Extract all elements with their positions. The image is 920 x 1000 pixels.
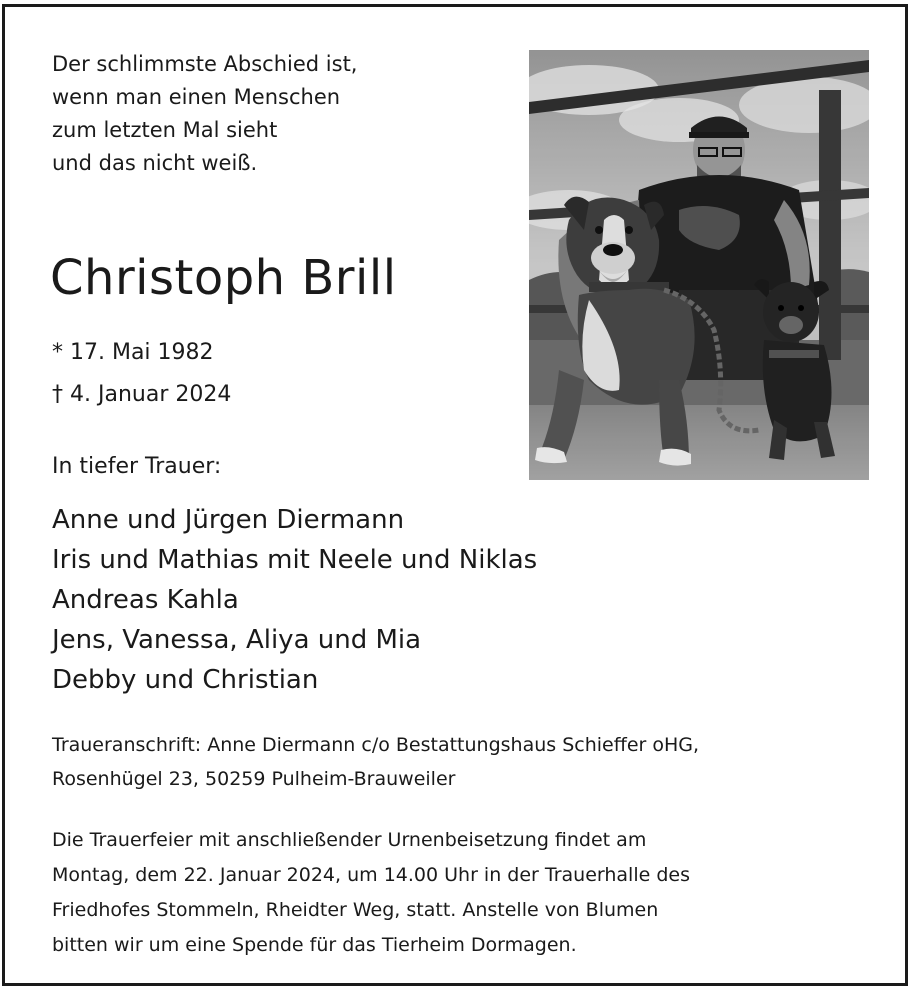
photo-illustration xyxy=(529,50,869,480)
address-line: Traueranschrift: Anne Diermann c/o Bestattungshaus Schieffer oHG, xyxy=(52,734,700,756)
quote-line: und das nicht weiß. xyxy=(52,151,258,175)
birth-date: * 17. Mai 1982 xyxy=(52,340,214,365)
deceased-name: Christoph Brill xyxy=(50,250,397,306)
ceremony-line: Die Trauerfeier mit anschließender Urnenbeisetzung findet am xyxy=(52,829,647,851)
quote-line: Der schlimmste Abschied ist, xyxy=(52,52,358,76)
family-member: Debby und Christian xyxy=(52,665,319,695)
quote-line: wenn man einen Menschen xyxy=(52,85,341,109)
family-member: Iris und Mathias mit Neele und Niklas xyxy=(52,545,538,575)
mourning-label: In tiefer Trauer: xyxy=(52,454,222,479)
family-list xyxy=(52,500,537,700)
family-member: Jens, Vanessa, Aliya und Mia xyxy=(52,625,422,655)
ceremony-line: Friedhofes Stommeln, Rheidter Weg, statt. Anstelle von Blumen xyxy=(52,899,659,921)
family-member: Anne und Jürgen Diermann xyxy=(52,505,405,535)
death-date: † 4. Januar 2024 xyxy=(52,382,232,407)
quote-line: zum letzten Mal sieht xyxy=(52,118,278,142)
ceremony-notice xyxy=(52,823,690,963)
life-dates xyxy=(52,332,231,416)
quote xyxy=(52,48,357,180)
family-member: Andreas Kahla xyxy=(52,585,239,615)
ceremony-line: bitten wir um eine Spende für das Tierheim Dormagen. xyxy=(52,934,577,956)
ceremony-line: Montag, dem 22. Januar 2024, um 14.00 Uhr in der Trauerhalle des xyxy=(52,864,690,886)
address-line: Rosenhügel 23, 50259 Pulheim-Brauweiler xyxy=(52,768,456,790)
portrait-photo xyxy=(529,50,869,480)
mourning-address xyxy=(52,728,699,796)
